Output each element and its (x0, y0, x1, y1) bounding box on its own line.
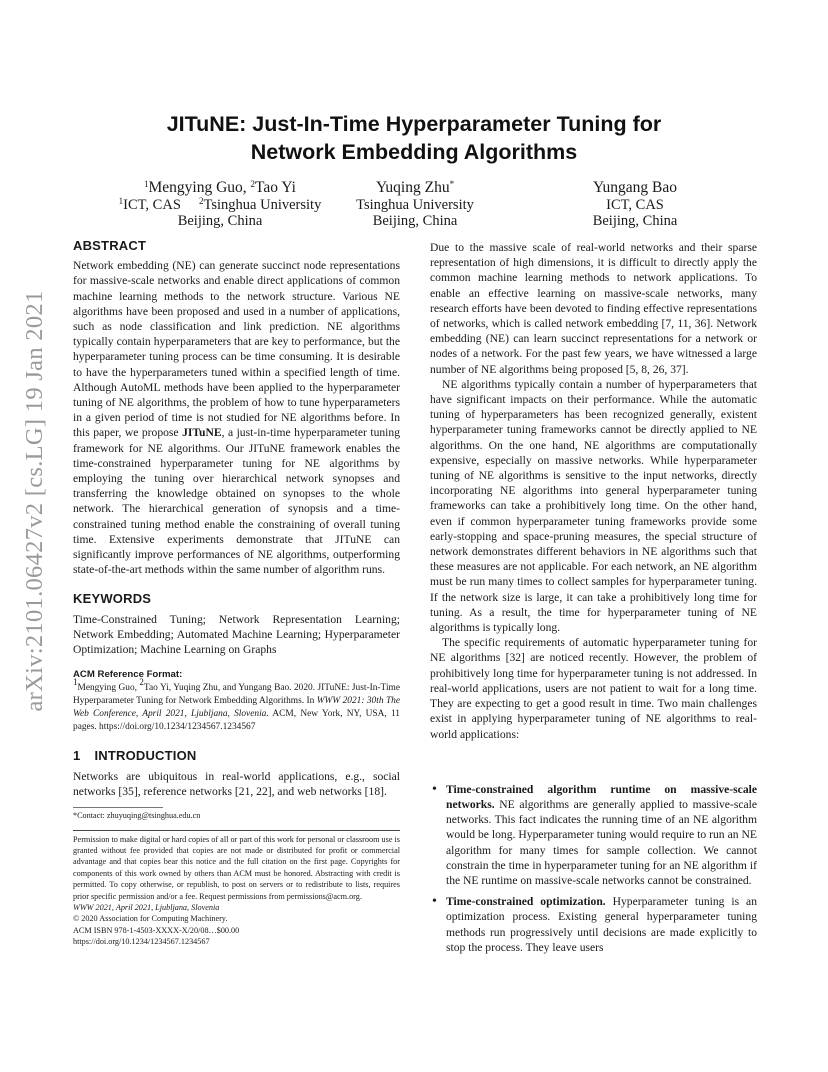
author-name: Yungang Bao (593, 179, 677, 196)
author-location: Beijing, China (177, 213, 263, 229)
title-line-1: JITuNE: Just-In-Time Hyperparameter Tuning for (166, 112, 662, 136)
section-title: INTRODUCTION (94, 748, 197, 764)
list-item: • Time-constrained algorithm runtime on massive-scale networks. NE algorithms are generally applied to massive-scale networks. This fact indicates the running time of an NE algorithm would be long. Hyperparameter tuning would require to run an NE algorithm for many times for sample collection. We cannot constrain the time in hyperparameter tuning for an NE algorithm if the NE runtime on massive-scale networks cannot be constrained. (430, 782, 757, 888)
right-column (430, 240, 757, 961)
author-block-2 (330, 178, 500, 229)
challenge-list (430, 782, 757, 955)
acm-reference-heading: ACM Reference Format: (73, 669, 183, 681)
author-location: Beijing, China (372, 213, 458, 229)
intro-paragraph: Networks are ubiquitous in real-world applications, e.g., social networks [35], reference networks [21, 22], and web networks [18]. (73, 769, 400, 798)
isbn-line: ACM ISBN 978-1-4503-XXXX-X/20/08…$00.00 (73, 925, 240, 935)
permission-notice: Permission to make digital or hard copies of all or part of this work for personal or classroom use is granted without fee provided that copies are not made or distributed for profit or commercial advantage and that copies bear this notice and the full citation on the first page. Copyrights for components of this work owned by others than ACM must be honored. Abstracting with credit is permitted. To copy otherwise, or republish, to post on servers or to redistribute to lists, requires prior specific permission and/or a fee. Request permissions from permissions@acm.org. (73, 834, 400, 901)
author-affiliation: ICT, CAS (606, 197, 664, 213)
author-block-1 (105, 178, 335, 229)
copyright-line: © 2020 Association for Computing Machinery. (73, 914, 228, 924)
abstract-text: Network embedding (NE) can generate succinct node representations for massive-scale networks and enable direct applications of common machine learning methods to the network structure. Various NE algorithms have been proposed and used in a number of applications, such as node classification and link prediction. NE algorithms typically contain hyperparameters that are key to performance, but the hyperparameter tuning process can be time consuming. It is desirable to have the hyperparameters tuned within a specified length of time. Although AutoML methods have been applied to the hyperparameter tuning of NE algorithms, the problem of how to tune hyperparameters in a given period of time is not studied for NE algorithms before. In this paper, we propose JITuNE, a just-in-time hyperparameter tuning framework for NE algorithms. Our JITuNE framework enables the time-constrained hyperparameter tuning for NE algorithms by employing the tuning over hierarchical network synopses and transferring the knowledge obtained on synopses to the whole network. The hierarchical generation of synopsis and a time-constrained tuning method enable the constraining of overall tuning time. Extensive experiments demonstrate that JITuNE can significantly improve performances of NE algorithms, outperforming state-of-the-art methods within the same number of algorithm runs. (73, 259, 401, 577)
author-name: $^1$Mengying Guo, $^2$Tao Yi (143, 179, 296, 196)
author-block-3 (560, 178, 710, 229)
acm-reference-text: $^1$Mengying Guo, $^2$Tao Yi, Yuqing Zhu, and Yungang Bao. 2020. JITuNE: Just-In-Time Hyperparameter Tuning for Network Embedding Algorithms. In WWW 2021: 30th The Web Conference, April 2021, Ljubljana, Slovenia. ACM, New York, NY, USA, 11 pages. https://doi.org/10.1234/1234567.1234567 (73, 677, 401, 733)
footnote-rule (73, 807, 163, 808)
conference-line: WWW 2021, April 2021, Ljubljana, Slovenia (73, 902, 220, 912)
intro-paragraph: NE algorithms typically contain a number of hyperparameters that have significant impacts on their performance. While the automatic tuning of hyperparameters has been recognized generally, existent hyperparameter tuning frameworks cannot be directly applied to NE algorithms. On the one hand, NE algorithms are computationally expensive, especially on massive networks. While hyperparameter tuning of NE algorithms is sensitive to the input networks, directly incorporating NE algorithms into general hyperparameter tuning frameworks can take a prohibitively long time. On the other hand, even if common hyperparameter tuning frameworks provide some early-stopping and space-pruning measures, the special structure of network demonstrates different behaviors in NE algorithms such that these measures are not applicable. For each network, an NE algorithm must be run many times to collect samples for hyperparameter tuning. If the network size is large, it can take a prohibitively long time for tuning. As a result, the time for hyperparameter tuning of NE algorithms is typically long. (430, 377, 757, 635)
intro-paragraph: The specific requirements of automatic hyperparameter tuning for NE algorithms [32] are noticed recently. However, the problem of prohibitively long time for hyperparameter tuning is not addressed. In real-world applications, users are not patient to wait for a long time. They are expecting to get a good result in time. Two main challenges exist in applying hyperparameter tuning of NE algorithms to real-world applications: (430, 636, 757, 741)
author-name: Yuqing Zhu* (375, 179, 455, 196)
section-heading-introduction (73, 748, 400, 763)
author-affiliation: Tsinghua University (356, 197, 474, 213)
section-number: 1 (73, 748, 81, 764)
keywords-text: Time-Constrained Tuning; Network Representation Learning; Network Embedding; Automated Machine Learning; Hyperparameter Optimization; Machine Learning on Graphs (73, 612, 400, 657)
author-location: Beijing, China (592, 213, 678, 229)
paper-title (100, 110, 728, 166)
arxiv-stamp: arXiv:2101.06427v2 [cs.LG] 19 Jan 2021 (21, 290, 48, 712)
intro-paragraph: Due to the massive scale of real-world networks and their sparse representation of high dimensions, it is difficult to directly apply the common machine learning methods to network applications. To enable an effective learning on massive-scale networks, many research efforts have been devoted to finding effective representations of networks, which is called network embedding [7, 11, 36]. Network embedding (NE) can learn succinct representations for a network or nodes of a network. For the past few years, we have witnessed a large number of NE algorithms being proposed [5, 8, 26, 37]. (430, 241, 757, 376)
abstract-heading: ABSTRACT (73, 238, 147, 253)
left-column (73, 238, 400, 948)
author-affiliation: $^1$ICT, CAS $^2$Tsinghua University (118, 196, 322, 213)
doi-line: https://doi.org/10.1234/1234567.1234567 (73, 937, 210, 947)
permission-rule (73, 830, 400, 831)
title-line-2: Network Embedding Algorithms (250, 140, 578, 164)
keywords-heading: KEYWORDS (73, 591, 152, 607)
contact-footnote: *Contact: zhuyuqing@tsinghua.edu.cn (73, 811, 201, 821)
list-item: • Time-constrained optimization. Hyperparameter tuning is an optimization process. Existing general hyperparameter tuning methods run progressively until decisions are made explicitly to stop the process. They leave users (430, 894, 757, 955)
